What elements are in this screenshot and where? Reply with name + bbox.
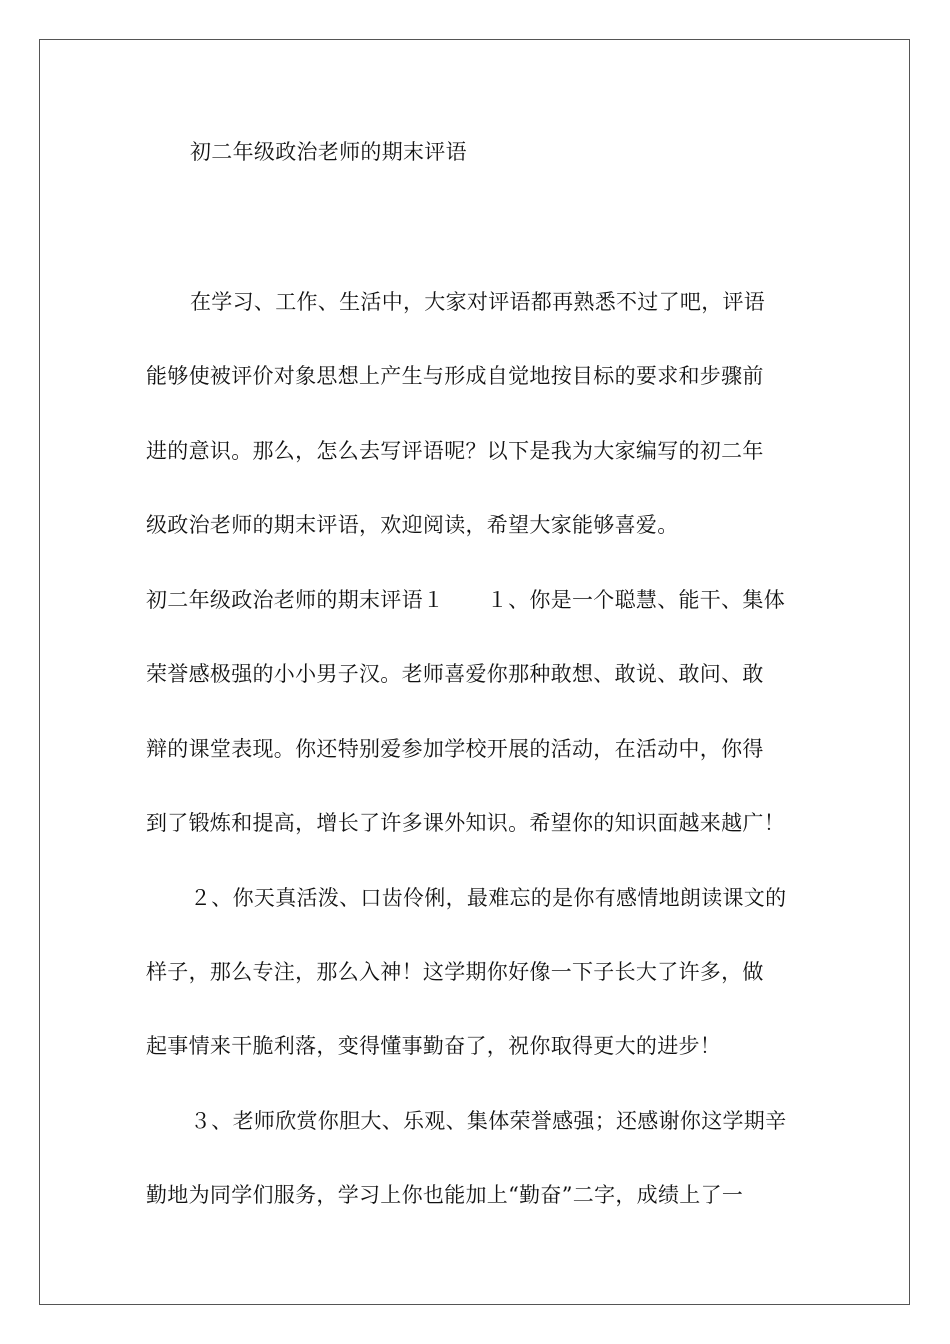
- paragraph-line: 到了锻炼和提高，增长了许多课外知识。希望你的知识面越来越广！: [146, 811, 785, 835]
- paragraph-line: 荣誉感极强的小小男子汉。老师喜爱你那种敢想、敢说、敢问、敢: [146, 662, 764, 686]
- paragraph-line: 在学习、工作、生活中，大家对评语都再熟悉不过了吧，评语: [190, 290, 766, 314]
- paragraph-line: 初二年级政治老师的期末评语１ １、你是一个聪慧、能干、集体: [146, 588, 785, 612]
- paragraph-line: ３、老师欣赏你胆大、乐观、集体荣誉感强；还感谢你这学期辛: [190, 1109, 787, 1133]
- paragraph-line: 级政治老师的期末评语，欢迎阅读，希望大家能够喜爱。: [146, 513, 679, 537]
- paragraph-line: 勤地为同学们服务，学习上你也能加上“勤奋”二字，成绩上了一: [146, 1183, 744, 1207]
- paragraph-line: 能够使被评价对象思想上产生与形成自觉地按目标的要求和步骤前: [146, 364, 764, 388]
- document-title: 初二年级政治老师的期末评语: [190, 140, 467, 164]
- paragraph-line: 起事情来干脆利落，变得懂事勤奋了，祝你取得更大的进步！: [146, 1034, 722, 1058]
- paragraph-line: 样子，那么专注，那么入神！这学期你好像一下子长大了许多，做: [146, 960, 764, 984]
- paragraph-line: ２、你天真活泼、口齿伶俐，最难忘的是你有感情地朗读课文的: [190, 886, 787, 910]
- paragraph-line: 辩的课堂表现。你还特别爱参加学校开展的活动，在活动中，你得: [146, 737, 764, 761]
- paragraph-line: 进的意识。那么，怎么去写评语呢？以下是我为大家编写的初二年: [146, 439, 764, 463]
